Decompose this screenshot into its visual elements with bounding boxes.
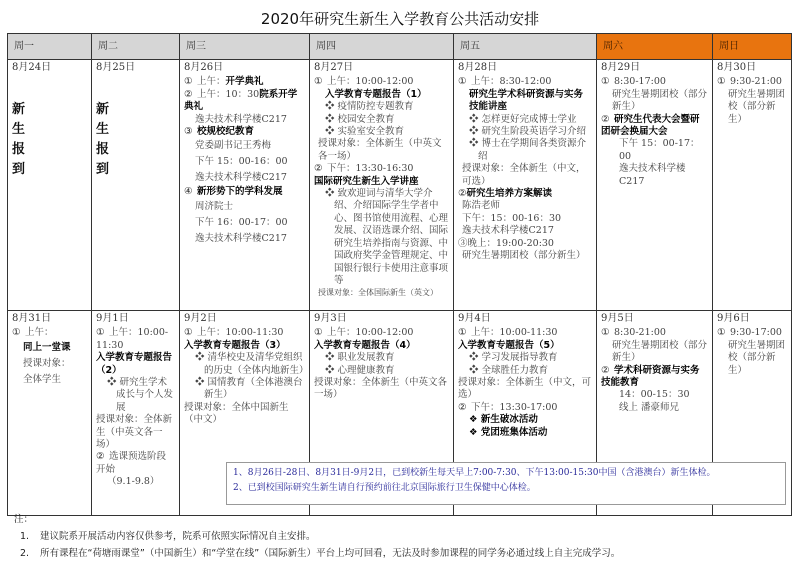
bullet-item: ❖ 党团班集体活动 xyxy=(469,426,548,438)
date-label: 8月24日 xyxy=(12,62,52,73)
event-item: ② 选课预选阶段开始 （9.1-9.8） xyxy=(96,451,167,488)
health-note-line-2: 2、已到校国际研究生新生请自行预约前往北京国际旅行卫生保健中心体检。 xyxy=(233,483,536,493)
day-cell-aug-24 xyxy=(8,60,92,311)
event-item: ② 下午：13:30-17:00 ❖ 新生破冰活动 ❖ 党团班集体活动 xyxy=(458,402,592,439)
event-item: ① 上午：10:00-12:00 入学教育专题报告（4） ❖ 职业发展教育 ❖ 心理健康教育 授课对象：全体新生（中英文各一场） xyxy=(314,327,448,401)
event-item: ① 上午： 同上一堂课 授课对象： 全体学生 xyxy=(12,327,71,385)
weekday-header-row xyxy=(8,34,792,60)
date-label: 8月31日 xyxy=(12,313,52,324)
header-friday: 周五 xyxy=(454,34,597,60)
header-tuesday: 周二 xyxy=(92,34,180,60)
bullet-item: ❖ 致欢迎词与清华大学介绍、介绍国际学生学者中心、图书馆使用流程、心理发展、汉语选课介绍、国际研究生培养指南与资源、中国政府奖学金管理规定、中国银行银行卡使用注意事项等 xyxy=(325,188,449,286)
day-cell-sep-1 xyxy=(92,311,180,516)
day-cell-aug-25 xyxy=(92,60,180,311)
bullet-item: ❖ 校园安全教育 xyxy=(325,113,395,125)
header-wednesday: 周三 xyxy=(180,34,310,60)
header-sunday: 周日 xyxy=(713,34,792,60)
bullet-item: ❖ 新生破冰活动 xyxy=(469,414,538,426)
event-item: ② 学术科研资源与实务技能教育 14：00-15：30 线上 潘豪师兄 xyxy=(601,364,700,413)
week-1-row xyxy=(8,60,792,311)
page-title: 2020年研究生新生入学教育公共活动安排 xyxy=(260,10,540,28)
event-item: ③ 校规校纪教育 党委副书记王秀梅 下午 15：00-16：00 逸夫技术科学楼C217 xyxy=(184,126,288,184)
event-item: ① 8:30-17:00 研究生暑期团校（部分新生） xyxy=(601,76,708,113)
bullet-item: ❖ 博士在学期间各类资源介绍 xyxy=(469,138,587,162)
event-item: ① 9:30-21:00 研究生暑期团校（部分新生） xyxy=(717,76,786,125)
day-cell-aug-27 xyxy=(310,60,454,311)
date-label: 9月6日 xyxy=(717,313,750,324)
footer-notes xyxy=(14,511,620,562)
registration-label: 新 生 报 到 xyxy=(96,102,110,178)
date-label: 8月26日 xyxy=(184,62,224,73)
event-item: ① 上午：开学典礼 xyxy=(184,76,264,88)
footer-note-2: 2. 所有课程在“荷塘雨课堂”（中国新生）和“学堂在线”（国际新生）平台上均可回看，无法及时参加课程的同学务必通过线上自主完成学习。 xyxy=(20,548,621,559)
event-item: ④ 新形势下的学科发展 周济院士 下午 16：00-17：00 逸夫技术科学楼C217 xyxy=(184,186,288,244)
health-check-note xyxy=(226,462,786,505)
date-label: 8月27日 xyxy=(314,62,354,73)
event-item: ① 上午：8:30-12:00 研究生学术科研资源与实务技能讲座 ❖ 怎样更好完成博士学业 ❖ 研究生阶段英语学习介绍 ❖ 博士在学期间各类资源介绍 授课对象：全体新生（中文，可选） xyxy=(458,76,592,188)
bullet-item: ❖ 研究生学术成长与个人发展 xyxy=(107,377,174,413)
event-item: ② 下午：13:30-16:30 国际研究生新生入学讲座 ❖ 致欢迎词与清华大学介绍、介绍国际学生学者中心、图书馆使用流程、心理发展、汉语选课介绍、国际研究生培养指南与资源、中国政府奖学金管理规定、中国银行银行卡使用注意事项等 授课对象：全体国际新生（英文） xyxy=(314,163,449,298)
event-item: ① 上午：10:00-12:00 入学教育专题报告（1） ❖ 疫情防控专题教育 ❖ 校园安全教育 ❖ 实验室安全教育 授课对象：全体新生（中英文各一场） xyxy=(314,76,449,163)
bullet-item: ❖ 清华校史及清华党组织的历史（全体内地新生） xyxy=(195,352,309,376)
date-label: 9月1日 xyxy=(96,313,129,324)
date-label: 8月30日 xyxy=(717,62,757,73)
schedule-table xyxy=(7,33,792,516)
day-cell-aug-28 xyxy=(454,60,597,311)
event-item: ① 8:30-21:00 研究生暑期团校（部分新生） xyxy=(601,327,708,364)
bullet-item: ❖ 怎样更好完成博士学业 xyxy=(469,113,577,125)
date-label: 8月25日 xyxy=(96,62,136,73)
event-item: ① 上午：10:00-11:30 入学教育专题报告（2） ❖ 研究生学术成长与个人发展 授课对象：全体新生（中英文各一场） xyxy=(96,327,174,451)
footer-label: 注： xyxy=(14,514,34,525)
event-item: ②研究生培养方案解读 陈浩老师 下午：15：00-16：30 逸夫技术科学楼C217 xyxy=(458,188,562,237)
bullet-item: ❖ 疫情防控专题教育 xyxy=(325,101,414,113)
registration-label: 新 生 报 到 xyxy=(12,102,26,178)
bullet-item: ❖ 研究生阶段英语学习介绍 xyxy=(469,126,587,138)
event-item: ① 上午：10:00-11:30 入学教育专题报告（3） ❖ 清华校史及清华党组织的历史（全体内地新生） ❖ 国情教育（全体港澳台新生） 授课对象：全体中国新生（中文） xyxy=(184,327,309,426)
header-thursday: 周四 xyxy=(310,34,454,60)
bullet-item: ❖ 全球胜任力教育 xyxy=(469,364,549,376)
day-cell-aug-30 xyxy=(713,60,792,311)
event-item: ① 9:30-17:00 研究生暑期团校（部分新生） xyxy=(717,327,786,376)
day-cell-aug-26 xyxy=(180,60,310,311)
date-label: 8月29日 xyxy=(601,62,641,73)
date-label: 9月4日 xyxy=(458,313,491,324)
event-item: ① 上午：10:00-11:30 入学教育专题报告（5） ❖ 学习发展指导教育 ❖ 全球胜任力教育 授课对象：全体新生（中文，可选） xyxy=(458,327,592,401)
event-item: ② 研究生代表大会暨研团研会换届大会 下午 15：00-17：00 逸夫技术科学楼C217 xyxy=(601,113,700,187)
date-label: 9月3日 xyxy=(314,313,347,324)
date-label: 8月28日 xyxy=(458,62,498,73)
health-note-line-1: 1、8月26日-28日、8月31日-9月2日，已到校新生每天早上7:00-7:30、下午13:00-15:30中国（含港澳台）新生体检。 xyxy=(233,468,716,478)
bullet-item: ❖ 国情教育（全体港澳台新生） xyxy=(195,377,303,401)
bullet-item: ❖ 心理健康教育 xyxy=(325,364,395,376)
date-label: 9月2日 xyxy=(184,313,217,324)
footer-note-1: 1. 建议院系开展活动内容仅供参考，院系可依照实际情况自主安排。 xyxy=(20,531,316,542)
event-item: ② 上午：10：30院系开学典礼 逸夫技术科学楼C217 xyxy=(184,88,298,125)
day-cell-aug-29 xyxy=(597,60,713,311)
day-cell-aug-31 xyxy=(8,311,92,516)
header-monday: 周一 xyxy=(8,34,92,60)
header-saturday: 周六 xyxy=(597,34,713,60)
bullet-item: ❖ 实验室安全教育 xyxy=(325,126,405,138)
date-label: 9月5日 xyxy=(601,313,634,324)
bullet-item: ❖ 学习发展指导教育 xyxy=(469,352,558,364)
bullet-item: ❖ 职业发展教育 xyxy=(325,352,395,364)
event-item: ③晚上：19:00-20:30 研究生暑期团校（部分新生） xyxy=(458,237,586,262)
